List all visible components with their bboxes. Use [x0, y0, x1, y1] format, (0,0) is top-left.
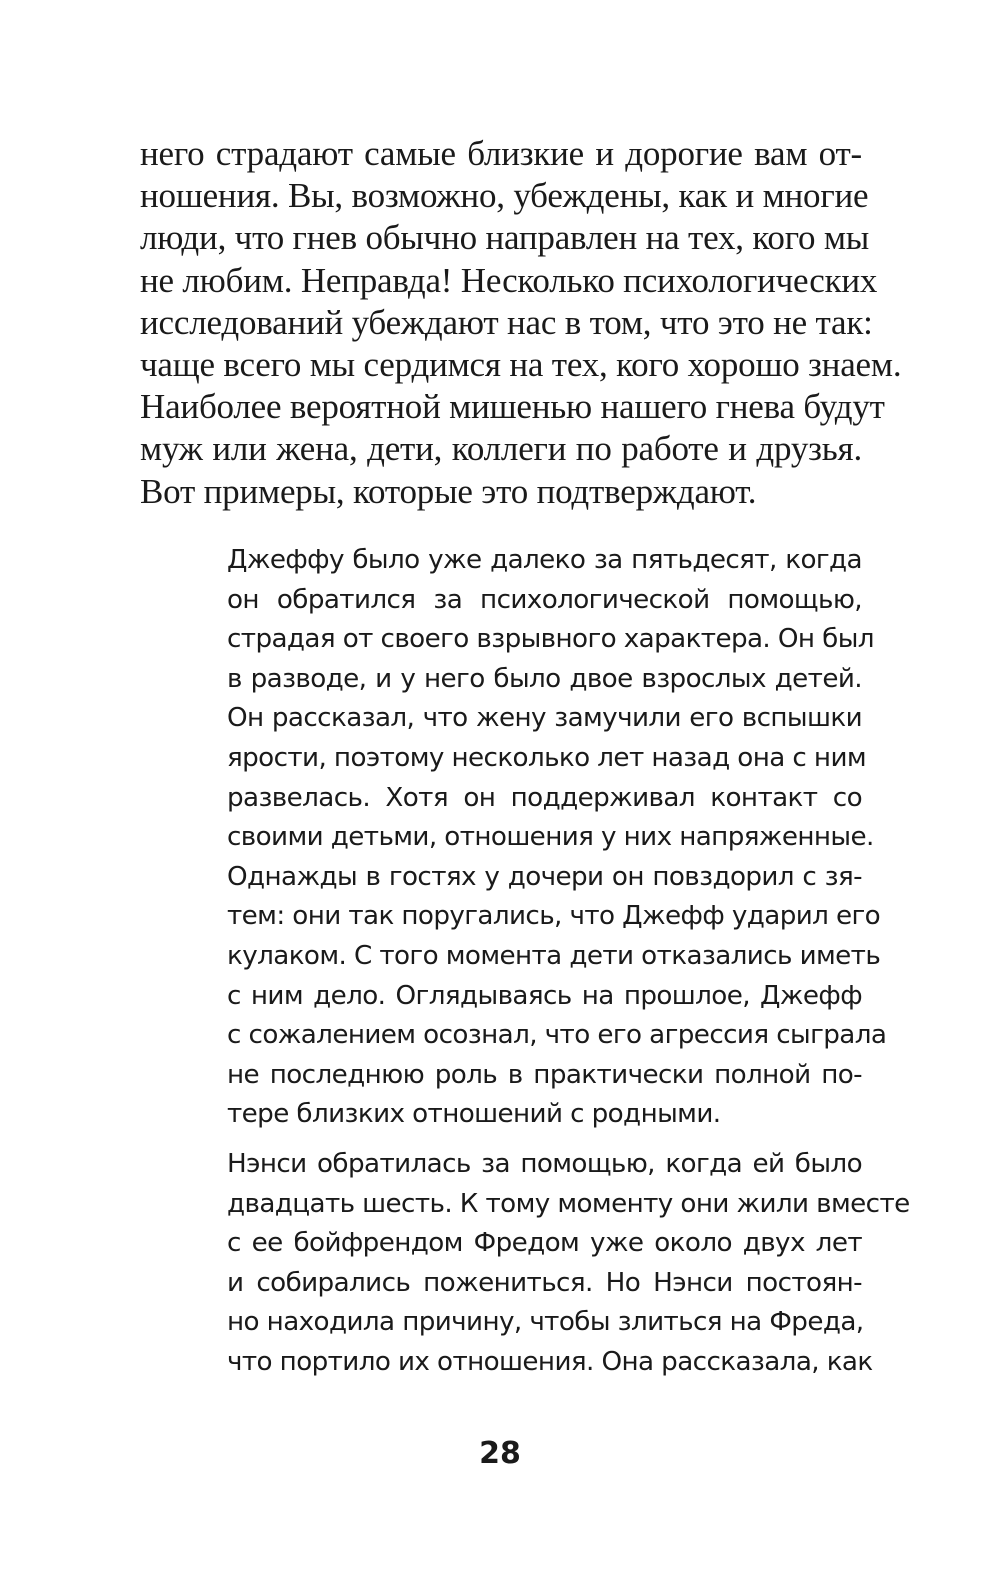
text-line: Вот примеры, которые это подтверждают. — [140, 471, 757, 511]
text-line: люди, что гнев обычно направлен на тех, кого мы — [140, 218, 870, 258]
text-line: развелась. Хотя он поддерживал контакт со — [227, 782, 862, 813]
text-line: муж или жена, дети, коллеги по работе и друзья. — [140, 429, 862, 469]
text-line: двадцать шесть. К тому моменту они жили вместе — [227, 1188, 910, 1219]
case-jeff-paragraph — [227, 541, 887, 1135]
text-line: страдая от своего взрывного характера. Он был — [227, 624, 874, 655]
text-line: с ним дело. Оглядываясь на прошлое, Джефф — [227, 980, 862, 1011]
text-line: Нэнси обратилась за помощью, когда ей было — [227, 1148, 862, 1179]
text-line: Джеффу было уже далеко за пятьдесят, когда — [227, 545, 862, 575]
text-line: тем: они так поругались, что Джефф ударил его — [227, 901, 881, 932]
text-line: Наиболее вероятной мишенью нашего гнева будут — [140, 387, 885, 427]
text-line: ярости, поэтому несколько лет назад она с ним — [227, 742, 867, 773]
text-line: своими детьми, отношения у них напряженные. — [227, 822, 874, 853]
text-line: он обратился за психологической помощью, — [227, 584, 862, 615]
text-line: в разводе, и у него было двое взрослых детей. — [227, 663, 862, 694]
case-nancy-paragraph — [227, 1145, 910, 1383]
text-line: но находила причину, чтобы злиться на Фреда, — [227, 1307, 864, 1338]
text-line: тере близких отношений с родными. — [227, 1099, 721, 1130]
text-line: с сожалением осознал, что его агрессия сыграла — [227, 1020, 887, 1051]
text-line: и собирались пожениться. Но Нэнси постоян- — [227, 1267, 862, 1298]
text-line: Он рассказал, что жену замучили его вспышки — [227, 703, 862, 734]
case-examples — [227, 541, 910, 1382]
text-line: с ее бойфрендом Фредом уже около двух лет — [227, 1228, 862, 1259]
text-line: Однажды в гостях у дочери он повздорил с зя- — [227, 861, 862, 892]
text-line: не любим. Неправда! Несколько психологических — [140, 260, 878, 300]
text-line: ношения. Вы, возможно, убеждены, как и многие — [140, 176, 869, 216]
text-line: что портило их отношения. Она рассказала, как — [227, 1346, 873, 1377]
text-line: чаще всего мы сердимся на тех, кого хорошо знаем. — [140, 344, 902, 384]
text-line: исследований убеждают нас в том, что это не так: — [140, 302, 873, 342]
text-line: не последнюю роль в практически полной по- — [227, 1059, 862, 1090]
text-line: кулаком. С того момента дети отказались иметь — [227, 940, 881, 971]
main-paragraph — [140, 133, 902, 513]
text-line: него страдают самые близкие и дорогие вам от- — [140, 134, 862, 173]
page-number: 28 — [479, 1436, 521, 1471]
